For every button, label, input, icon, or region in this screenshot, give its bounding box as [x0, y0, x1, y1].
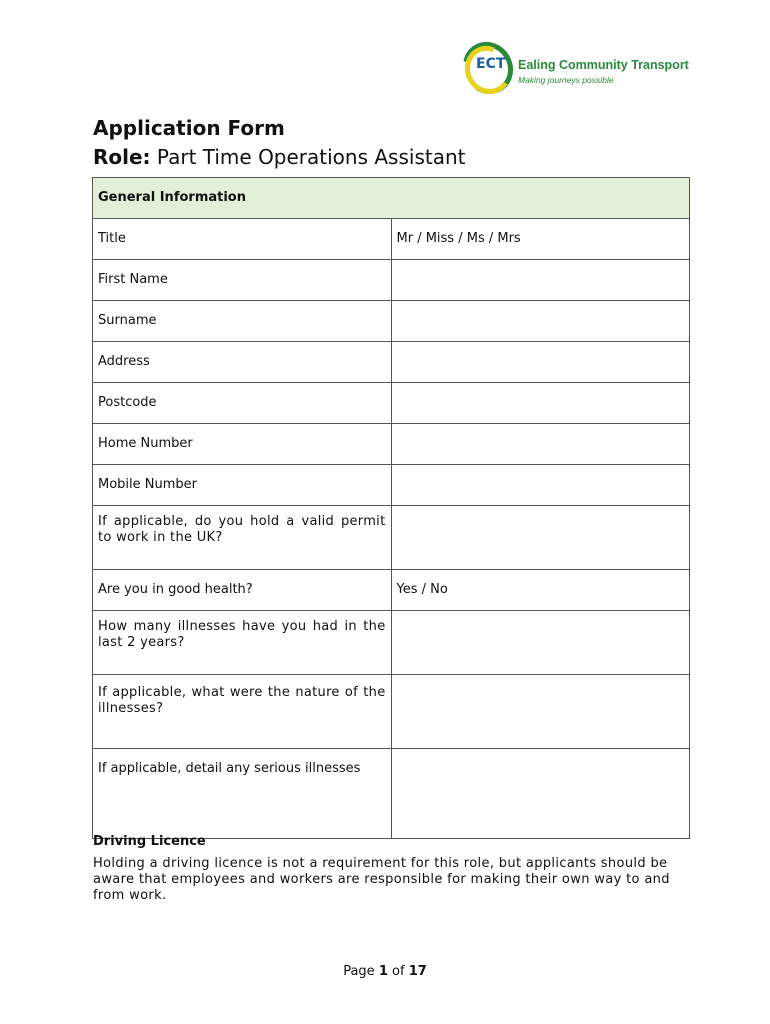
table-row [93, 570, 690, 611]
address-field[interactable] [391, 342, 690, 383]
illness-nature-field[interactable] [391, 675, 690, 749]
title-label: Title [93, 219, 392, 260]
work-permit-label: If applicable, do you hold a valid permit to work in the UK? [93, 506, 392, 570]
table-row [93, 301, 690, 342]
role-label: Role: [93, 145, 151, 169]
work-permit-field[interactable] [391, 506, 690, 570]
surname-label: Surname [93, 301, 392, 342]
table-row [93, 383, 690, 424]
first-name-field[interactable] [391, 260, 690, 301]
address-label: Address [93, 342, 392, 383]
page-footer [0, 964, 770, 979]
general-information-table [92, 177, 690, 839]
table-row [93, 342, 690, 383]
postcode-field[interactable] [391, 383, 690, 424]
logo-tagline: Making journeys possible [518, 75, 614, 85]
logo-badge-text: ECT [476, 56, 506, 72]
table-row [93, 675, 690, 749]
mobile-number-field[interactable] [391, 465, 690, 506]
illness-count-field[interactable] [391, 611, 690, 675]
table-row [93, 749, 690, 839]
good-health-field[interactable]: Yes / No [391, 570, 690, 611]
driving-licence-heading: Driving Licence [93, 834, 206, 849]
table-row [93, 219, 690, 260]
serious-illness-label: If applicable, detail any serious illnesses [93, 749, 392, 839]
of-word: of [392, 964, 405, 979]
first-name-label: First Name [93, 260, 392, 301]
table-header: General Information [93, 178, 690, 219]
table-row [93, 506, 690, 570]
total-pages-number: 17 [408, 964, 427, 979]
ect-logo [462, 40, 712, 98]
role-value: Part Time Operations Assistant [156, 145, 466, 169]
page-word: Page [343, 964, 375, 979]
illness-count-label: How many illnesses have you had in the last 2 years? [93, 611, 392, 675]
driving-licence-body: Holding a driving licence is not a requirement for this role, but applicants should be aware that employees and workers are responsible for making their own way to and from work. [93, 856, 670, 903]
title-field[interactable]: Mr / Miss / Ms / Mrs [391, 219, 690, 260]
home-number-label: Home Number [93, 424, 392, 465]
document-title: Application Form [93, 116, 285, 140]
surname-field[interactable] [391, 301, 690, 342]
table-row [93, 611, 690, 675]
serious-illness-field[interactable] [391, 749, 690, 839]
table-row [93, 465, 690, 506]
logo-org-name: Ealing Community Transport [518, 58, 689, 72]
mobile-number-label: Mobile Number [93, 465, 392, 506]
current-page-number: 1 [378, 964, 388, 979]
home-number-field[interactable] [391, 424, 690, 465]
table-row [93, 424, 690, 465]
good-health-label: Are you in good health? [93, 570, 392, 611]
role-line [93, 145, 466, 169]
illness-nature-label: If applicable, what were the nature of the illnesses? [93, 675, 392, 749]
postcode-label: Postcode [93, 383, 392, 424]
table-row [93, 260, 690, 301]
